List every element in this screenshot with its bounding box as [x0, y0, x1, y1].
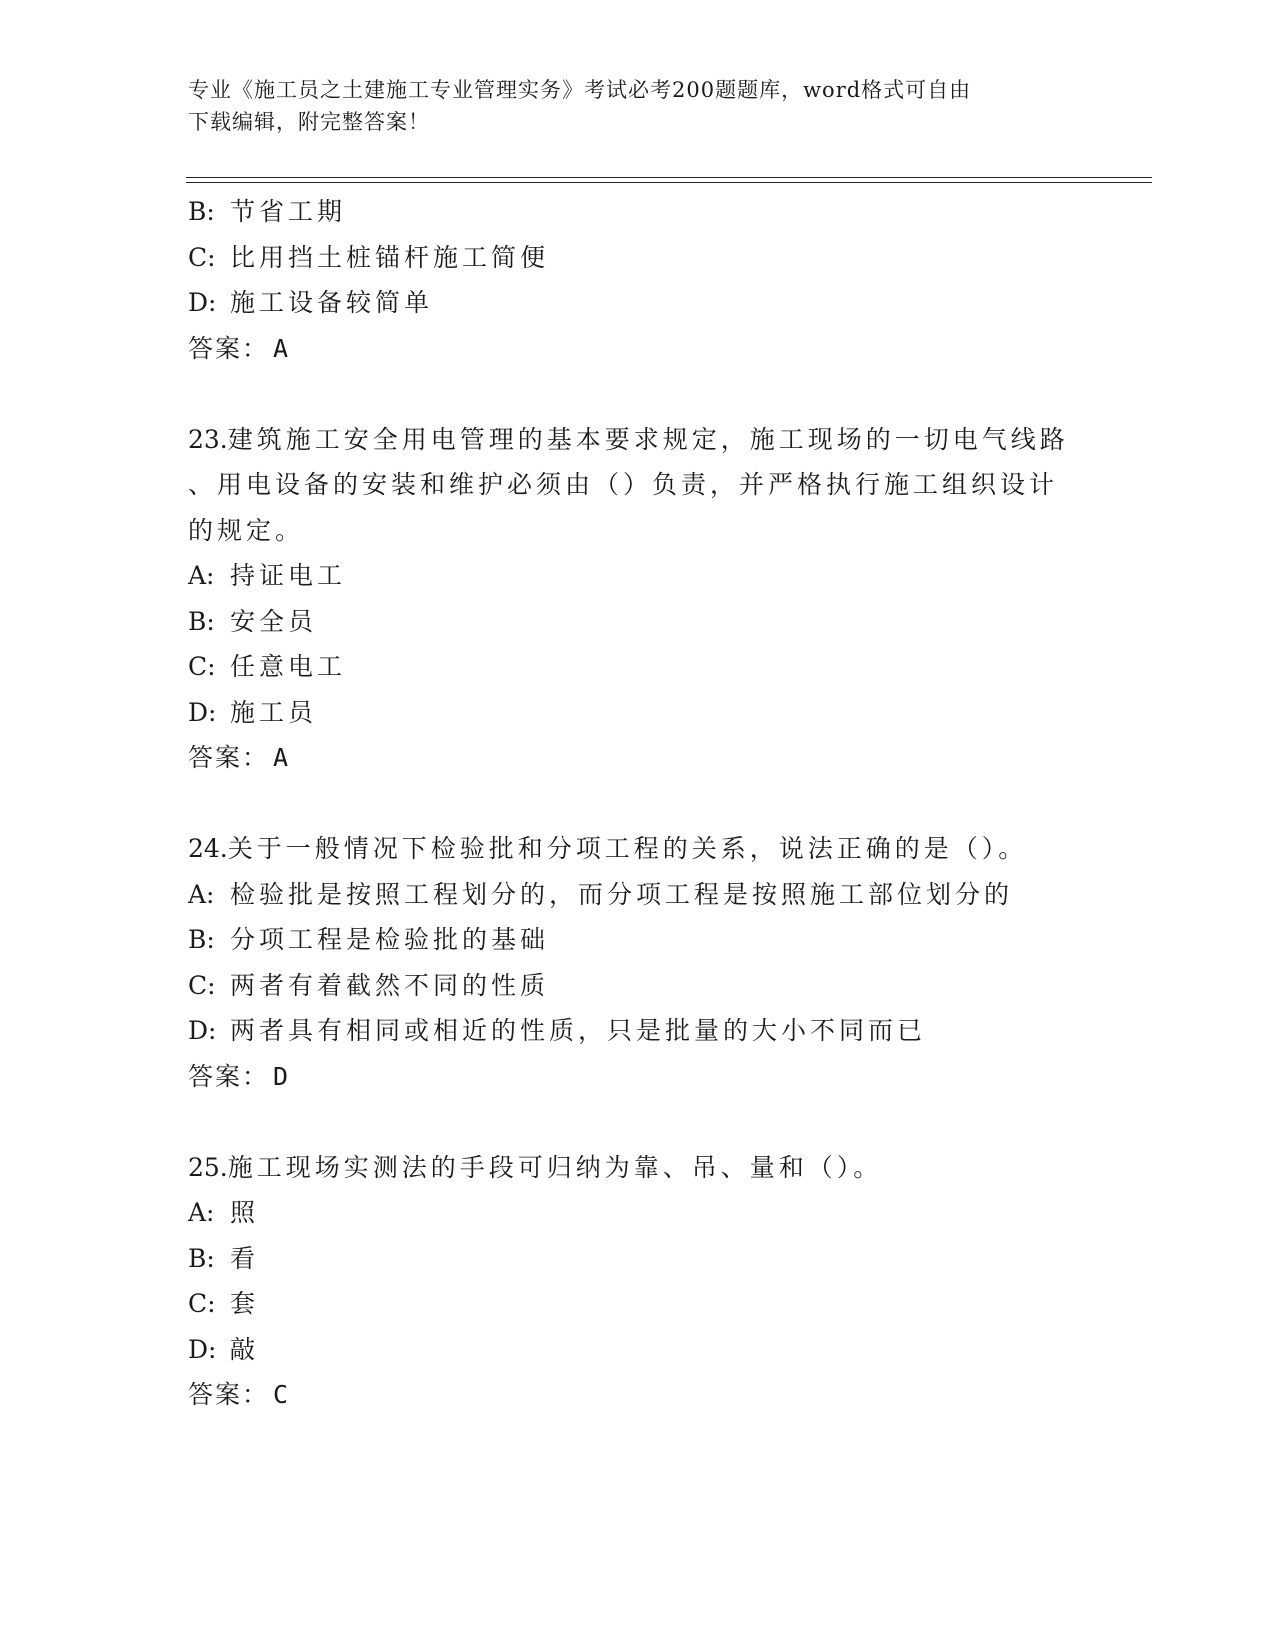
answer-value: A [273, 743, 289, 772]
spacer [188, 1099, 1088, 1145]
answer-line [188, 1372, 1088, 1418]
question-stem-line [188, 826, 1088, 872]
question-content [188, 189, 1088, 1418]
header-divider-bottom [186, 182, 1152, 183]
option-text: 节省工期 [230, 197, 347, 226]
option-text: 检验批是按照工程划分的，而分项工程是按照施工部位划分的 [230, 879, 1014, 909]
option-a [188, 1190, 1088, 1236]
option-text: 任意电工 [230, 652, 347, 681]
option-letter: A: [188, 879, 215, 909]
document-header [188, 74, 1068, 138]
header-divider-top [186, 177, 1152, 178]
option-letter: B: [188, 925, 215, 954]
spacer [188, 371, 1088, 417]
option-b [188, 1236, 1088, 1282]
option-d [188, 1008, 1088, 1054]
option-letter: D: [188, 697, 217, 727]
option-text: 持证电工 [230, 561, 347, 590]
option-text: 两者具有相同或相近的性质，只是批量的大小不同而已 [230, 1016, 927, 1045]
question-stem-text: 施工现场实测法的手段可归纳为靠、吊、量和（）。 [227, 1152, 883, 1182]
option-letter: C: [188, 1289, 216, 1318]
option-text: 施工员 [230, 697, 318, 727]
option-text: 施工设备较简单 [230, 288, 434, 317]
question-number: 23. [188, 424, 228, 454]
option-d [188, 1327, 1088, 1373]
question-25 [188, 1145, 1088, 1418]
option-c [188, 963, 1088, 1009]
question-stem-line: 、用电设备的安装和维护必须由（）负责，并严格执行施工组织设计 [188, 470, 1059, 499]
option-b [188, 189, 1088, 235]
answer-label: 答案： [188, 333, 270, 363]
answer-value: A [273, 333, 289, 363]
option-text: 比用挡土桩锚杆施工简便 [230, 242, 550, 272]
option-text: 安全员 [230, 606, 318, 636]
question-23 [188, 417, 1088, 781]
option-letter: A: [188, 1198, 215, 1227]
option-a [188, 553, 1088, 599]
option-text: 照 [230, 1198, 260, 1227]
prev-question-tail [188, 189, 1088, 371]
option-a [188, 872, 1088, 918]
option-text: 两者有着截然不同的性质 [230, 970, 550, 1000]
question-stem-text: 关于一般情况下检验批和分项工程的关系，说法正确的是（）。 [227, 834, 1028, 863]
header-line-2: 下载编辑，附完整答案！ [188, 110, 430, 134]
option-c [188, 1281, 1088, 1327]
option-text: 套 [230, 1289, 260, 1318]
answer-value: C [273, 1380, 289, 1409]
option-letter: C: [188, 652, 216, 681]
answer-value: D [273, 1061, 289, 1091]
option-letter: C: [188, 970, 216, 1000]
question-stem-line [188, 1145, 1088, 1191]
option-b [188, 599, 1088, 645]
option-letter: B: [188, 606, 215, 636]
answer-label: 答案： [188, 1380, 270, 1409]
option-c [188, 644, 1088, 690]
option-d [188, 690, 1088, 736]
option-text: 敲 [230, 1334, 260, 1364]
answer-label: 答案： [188, 743, 270, 772]
question-number: 25. [188, 1152, 228, 1182]
option-letter: B: [188, 1243, 215, 1273]
option-letter: A: [188, 561, 215, 590]
spacer [188, 781, 1088, 827]
option-b [188, 917, 1088, 963]
question-24 [188, 826, 1088, 1099]
header-line-1: 专业《施工员之土建施工专业管理实务》考试必考200题题库，word格式可自由 [188, 78, 972, 102]
option-letter: C: [188, 242, 216, 272]
answer-line [188, 326, 1088, 372]
answer-line [188, 735, 1088, 781]
option-letter: B: [188, 197, 215, 226]
option-text: 看 [230, 1243, 260, 1273]
option-letter: D: [188, 1334, 217, 1364]
question-number: 24. [188, 834, 228, 863]
option-letter: D: [188, 1016, 217, 1045]
answer-label: 答案： [188, 1061, 270, 1091]
question-stem-text: 建筑施工安全用电管理的基本要求规定，施工现场的一切电气线路 [227, 424, 1069, 454]
answer-line [188, 1054, 1088, 1100]
question-stem-line [188, 417, 1088, 463]
question-stem-line: 的规定。 [188, 515, 305, 545]
option-text: 分项工程是检验批的基础 [230, 925, 550, 954]
option-letter: D: [188, 288, 217, 317]
option-d [188, 280, 1088, 326]
option-c [188, 235, 1088, 281]
